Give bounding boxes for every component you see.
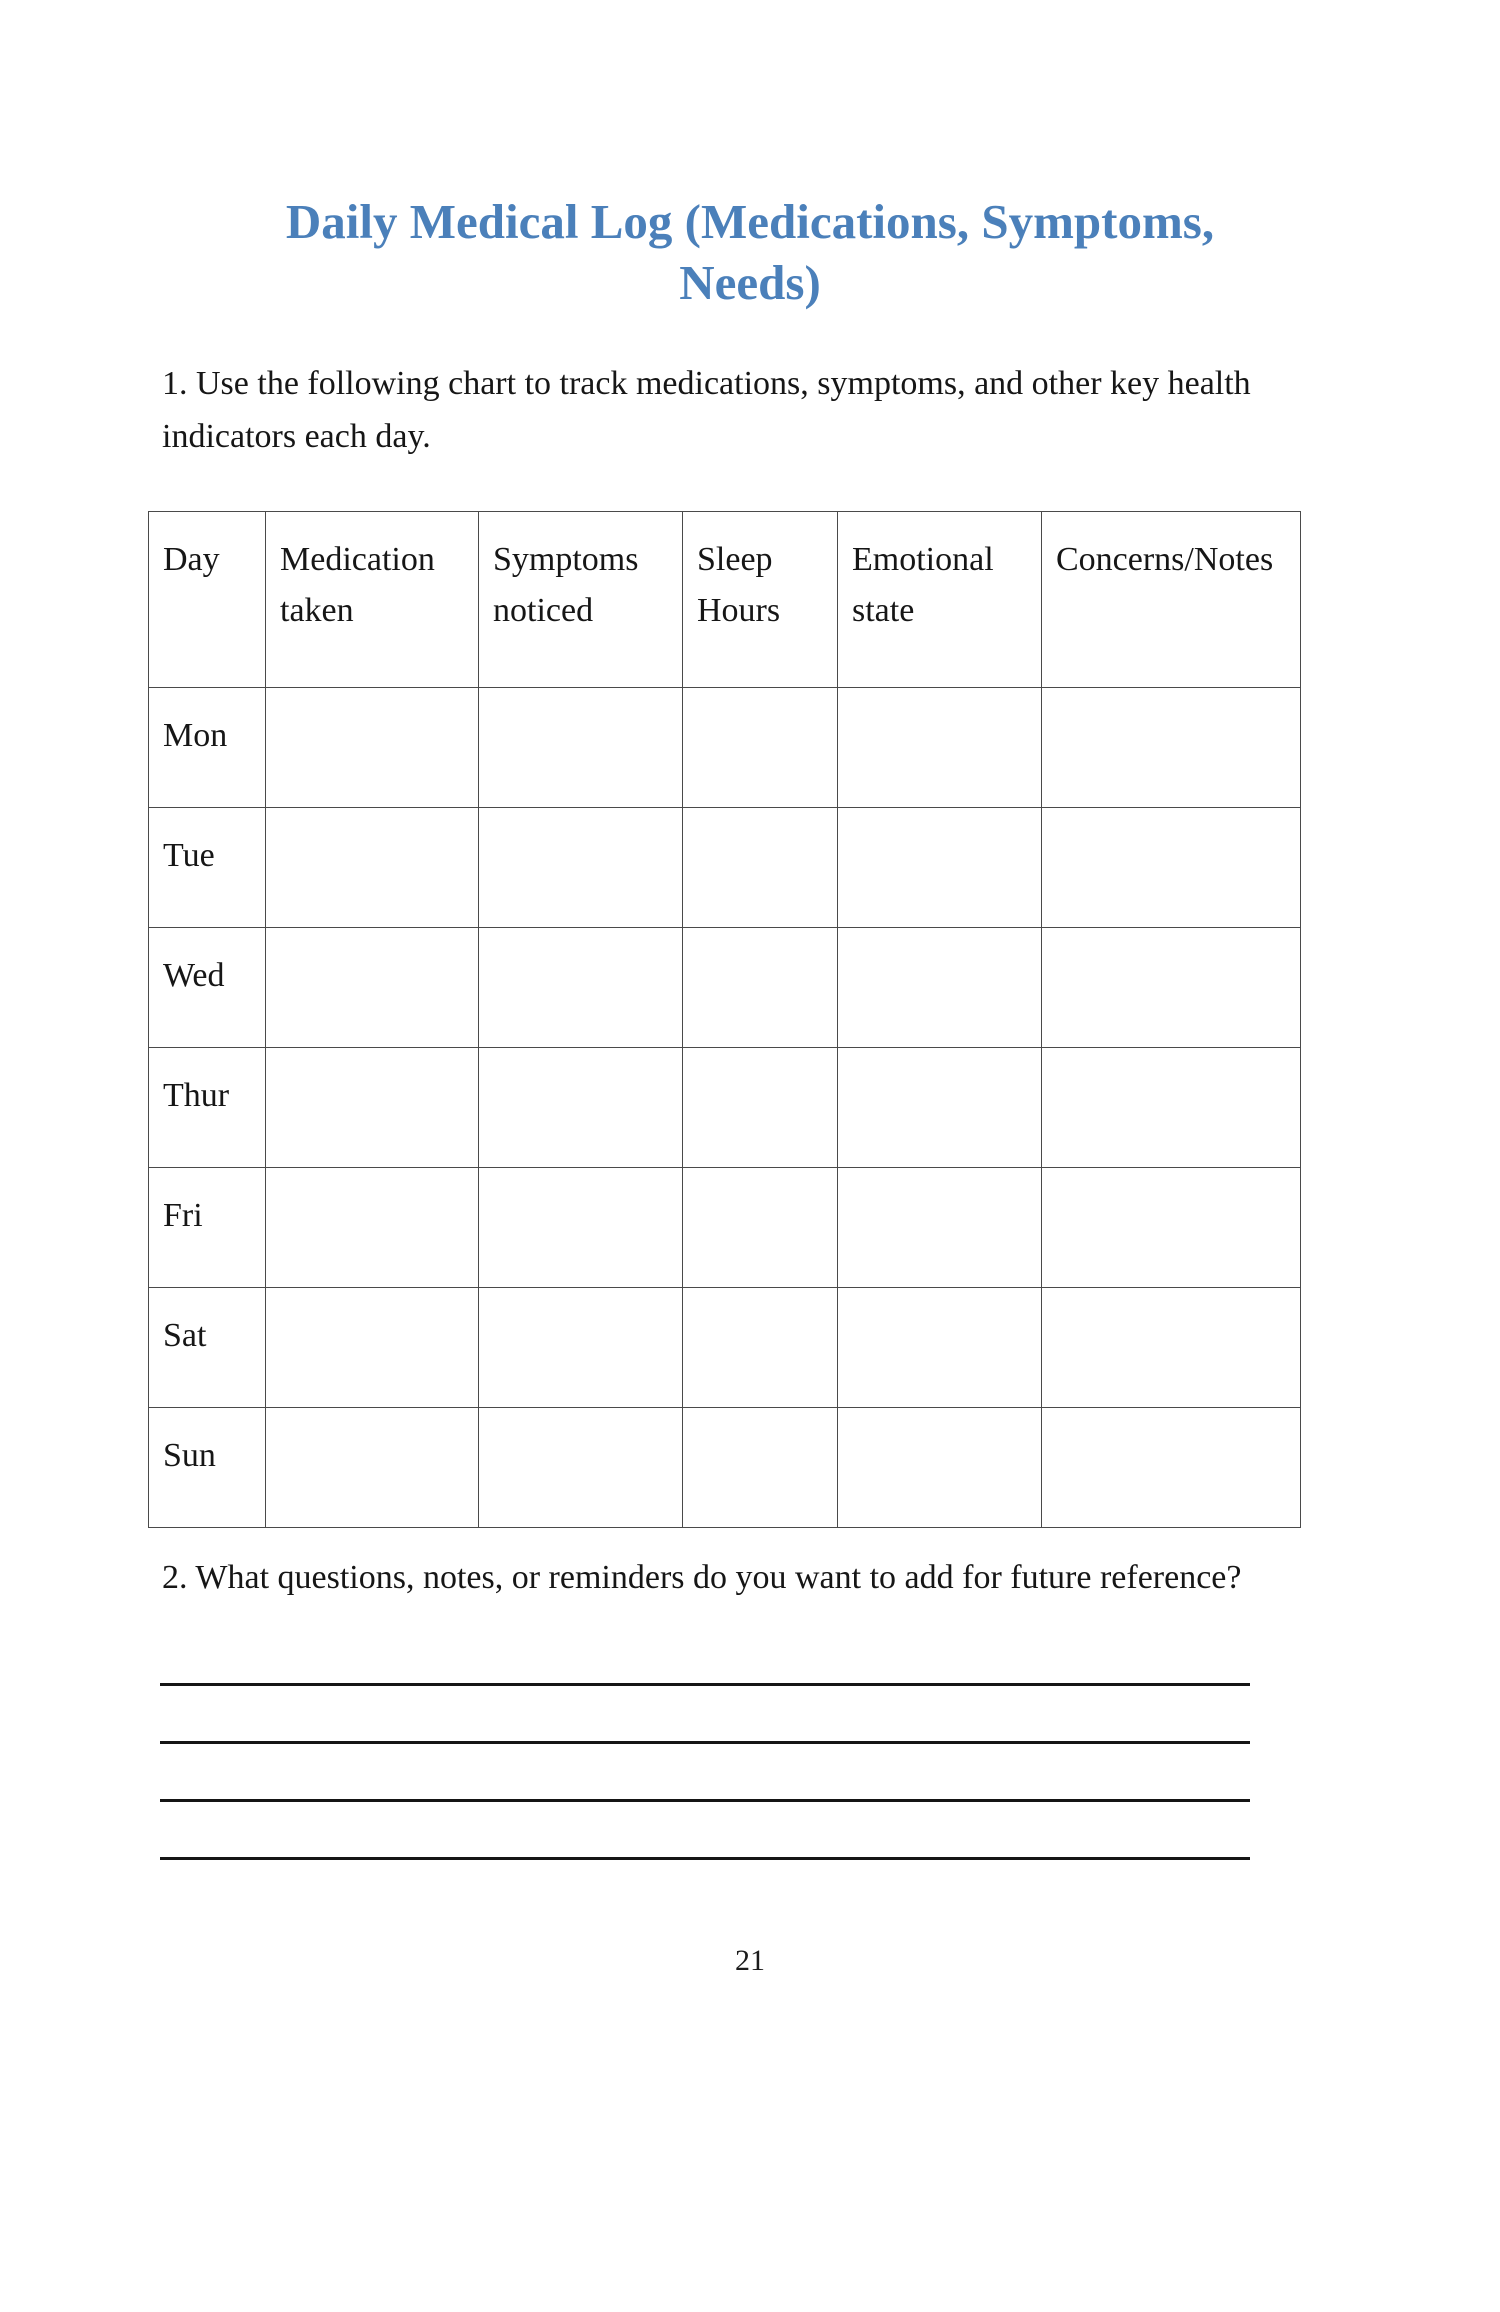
emotional-state-cell[interactable] [838,688,1042,808]
symptoms-noticed-cell[interactable] [479,1288,683,1408]
symptoms-noticed-cell[interactable] [479,1408,683,1528]
document-page [0,191,1500,2312]
answer-line-4[interactable] [160,1802,1250,1860]
emotional-state-cell[interactable] [838,1168,1042,1288]
header-symptoms-noticed: Symptoms noticed [479,512,683,688]
concerns-notes-cell[interactable] [1042,1168,1301,1288]
day-label-cell: Sun [149,1408,266,1528]
header-day: Day [149,512,266,688]
concerns-notes-cell[interactable] [1042,688,1301,808]
answer-lines [160,1628,1250,1860]
emotional-state-cell[interactable] [838,1048,1042,1168]
instruction-text: 1. Use the following chart to track medications, symptoms, and other key health indicators each day. [162,365,1251,455]
header-medication-taken: Medication taken [266,512,479,688]
answer-line-1[interactable] [160,1628,1250,1686]
page-title-line2: Needs) [679,255,821,310]
day-label-cell: Sat [149,1288,266,1408]
sleep-hours-cell[interactable] [683,1288,838,1408]
concerns-notes-cell[interactable] [1042,1408,1301,1528]
day-label-cell: Wed [149,928,266,1048]
table-row-fri [149,1168,1301,1288]
symptoms-noticed-cell[interactable] [479,688,683,808]
day-label-cell: Thur [149,1048,266,1168]
sleep-hours-cell[interactable] [683,1168,838,1288]
table-header-row [149,512,1301,688]
symptoms-noticed-cell[interactable] [479,1048,683,1168]
sleep-hours-cell[interactable] [683,928,838,1048]
table-row-mon [149,688,1301,808]
medication-taken-cell[interactable] [266,688,479,808]
concerns-notes-cell[interactable] [1042,928,1301,1048]
day-label-cell: Mon [149,688,266,808]
page-title-line1: Daily Medical Log (Medications, Symptoms, [285,194,1215,249]
emotional-state-cell[interactable] [838,808,1042,928]
table-row-tue [149,808,1301,928]
question-text: 2. What questions, notes, or reminders do you want to add for future reference? [162,1559,1242,1596]
concerns-notes-cell[interactable] [1042,808,1301,928]
sleep-hours-cell[interactable] [683,1408,838,1528]
header-emotional-state: Emotional state [838,512,1042,688]
medication-taken-cell[interactable] [266,1048,479,1168]
concerns-notes-cell[interactable] [1042,1288,1301,1408]
emotional-state-cell[interactable] [838,1288,1042,1408]
medication-taken-cell[interactable] [266,1408,479,1528]
medication-taken-cell[interactable] [266,928,479,1048]
answer-line-3[interactable] [160,1744,1250,1802]
header-sleep-hours: Sleep Hours [683,512,838,688]
medication-taken-cell[interactable] [266,808,479,928]
day-label-cell: Fri [149,1168,266,1288]
sleep-hours-cell[interactable] [683,808,838,928]
concerns-notes-cell[interactable] [1042,1048,1301,1168]
symptoms-noticed-cell[interactable] [479,808,683,928]
page-title [90,191,1410,313]
table-row-sun [149,1408,1301,1528]
answer-line-2[interactable] [160,1686,1250,1744]
medication-taken-cell[interactable] [266,1288,479,1408]
header-concerns-notes: Concerns/Notes [1042,512,1301,688]
day-label-cell: Tue [149,808,266,928]
emotional-state-cell[interactable] [838,928,1042,1048]
table-row-sat [149,1288,1301,1408]
symptoms-noticed-cell[interactable] [479,928,683,1048]
sleep-hours-cell[interactable] [683,1048,838,1168]
sleep-hours-cell[interactable] [683,688,838,808]
symptoms-noticed-cell[interactable] [479,1168,683,1288]
medication-taken-cell[interactable] [266,1168,479,1288]
page-number: 21 [735,1944,765,1977]
medical-log-table [148,511,1301,1528]
table-row-thur [149,1048,1301,1168]
emotional-state-cell[interactable] [838,1408,1042,1528]
table-row-wed [149,928,1301,1048]
